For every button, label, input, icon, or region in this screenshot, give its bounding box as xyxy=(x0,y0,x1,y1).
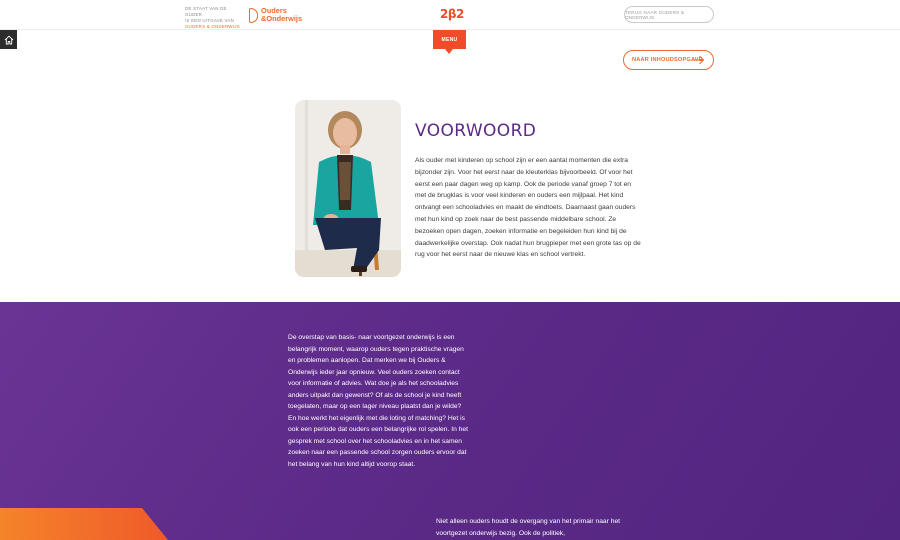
portrait-illustration xyxy=(295,100,401,277)
intro-paragraph: Als ouder met kinderen op school zijn er een aantal momenten die extra bijzonder zijn. Voor het eerst naar de kleuterklas bijvoorbeeld. Of voor het eerst een paar dagen weg op kamp. Ook de periode vanaf groep 7 tot en met de brugklas is voor veel kinderen en ouders een mijlpaal. Het kind ontvangt een schooladvies en maakt de eindtoets. Daarnaast gaan ouders met hun kind op zoek naar de best passende middelbare school. Ze bezoeken open dagen, zoeken informatie en begeleiden hun kind bij de daadwerkelijke overstap. Ook nadat hun brugpieper met een grote tas op de rug voor het eerst naar de nieuwe klas en school vertrekt. xyxy=(415,157,641,259)
tagline-line-1: DE STAAT VAN DE OUDER xyxy=(185,6,227,17)
body-paragraph-1: De overstap van basis- naar voortgezet onderwijs is een belangrijk moment, waarop ouders tegen praktische vragen en problemen aanlopen. Dat merken we bij Ouders & Onderwijs ieder jaar opnieuw. Veel ouders zoeken contact voor informatie of advies. Wat doe je als het schooladvies anders uitpakt dan gewenst? Of als de school je kind heeft toegelaten, maar op een lager niveau plaatst dan je wilde? En hoe werkt het eigenlijk met die loting of matching? Het is ook een periode dat ouders een belangrijke rol spelen. In het gesprek met school over het schooladvies en in het samen zoeken naar een passende school zorgen ouders ervoor dat het belang van hun kind altijd voorop staat. xyxy=(288,334,468,468)
brand-name-line-2: &Onderwijs xyxy=(261,14,303,23)
author-portrait xyxy=(295,100,401,277)
ouders-onderwijs-logo[interactable] xyxy=(249,5,302,25)
site-header xyxy=(0,0,900,30)
publication-tagline xyxy=(185,6,245,30)
orange-decorative-shape xyxy=(0,508,170,540)
tagline-line-3: OUDERS & ONDERWIJS xyxy=(185,24,240,29)
toc-button-label: NAAR INHOUDSOPGAVE xyxy=(632,57,703,63)
table-of-contents-button[interactable] xyxy=(623,50,714,70)
page-title: VOORWOORD xyxy=(415,121,537,141)
arrow-right-icon xyxy=(691,55,705,65)
body-paragraph-2: Niet alleen ouders houdt de overgang van het primair naar het voortgezet onderwijs bezig. Ook de politiek, xyxy=(436,518,621,537)
tagline-line-2: IS EEN UITGAVE VAN xyxy=(185,18,234,23)
home-button[interactable] xyxy=(0,30,17,49)
purple-content-section xyxy=(0,302,900,540)
back-to-site-button[interactable]: TERUG NAAR OUDERS & ONDERWIJS xyxy=(624,6,714,23)
publication-logo[interactable]: 2β2 xyxy=(440,7,464,21)
brand-mark-icon xyxy=(249,8,258,23)
menu-button[interactable]: MENU xyxy=(433,30,466,49)
brand-name-line-1: Ouders xyxy=(261,6,287,16)
home-icon xyxy=(4,35,14,45)
